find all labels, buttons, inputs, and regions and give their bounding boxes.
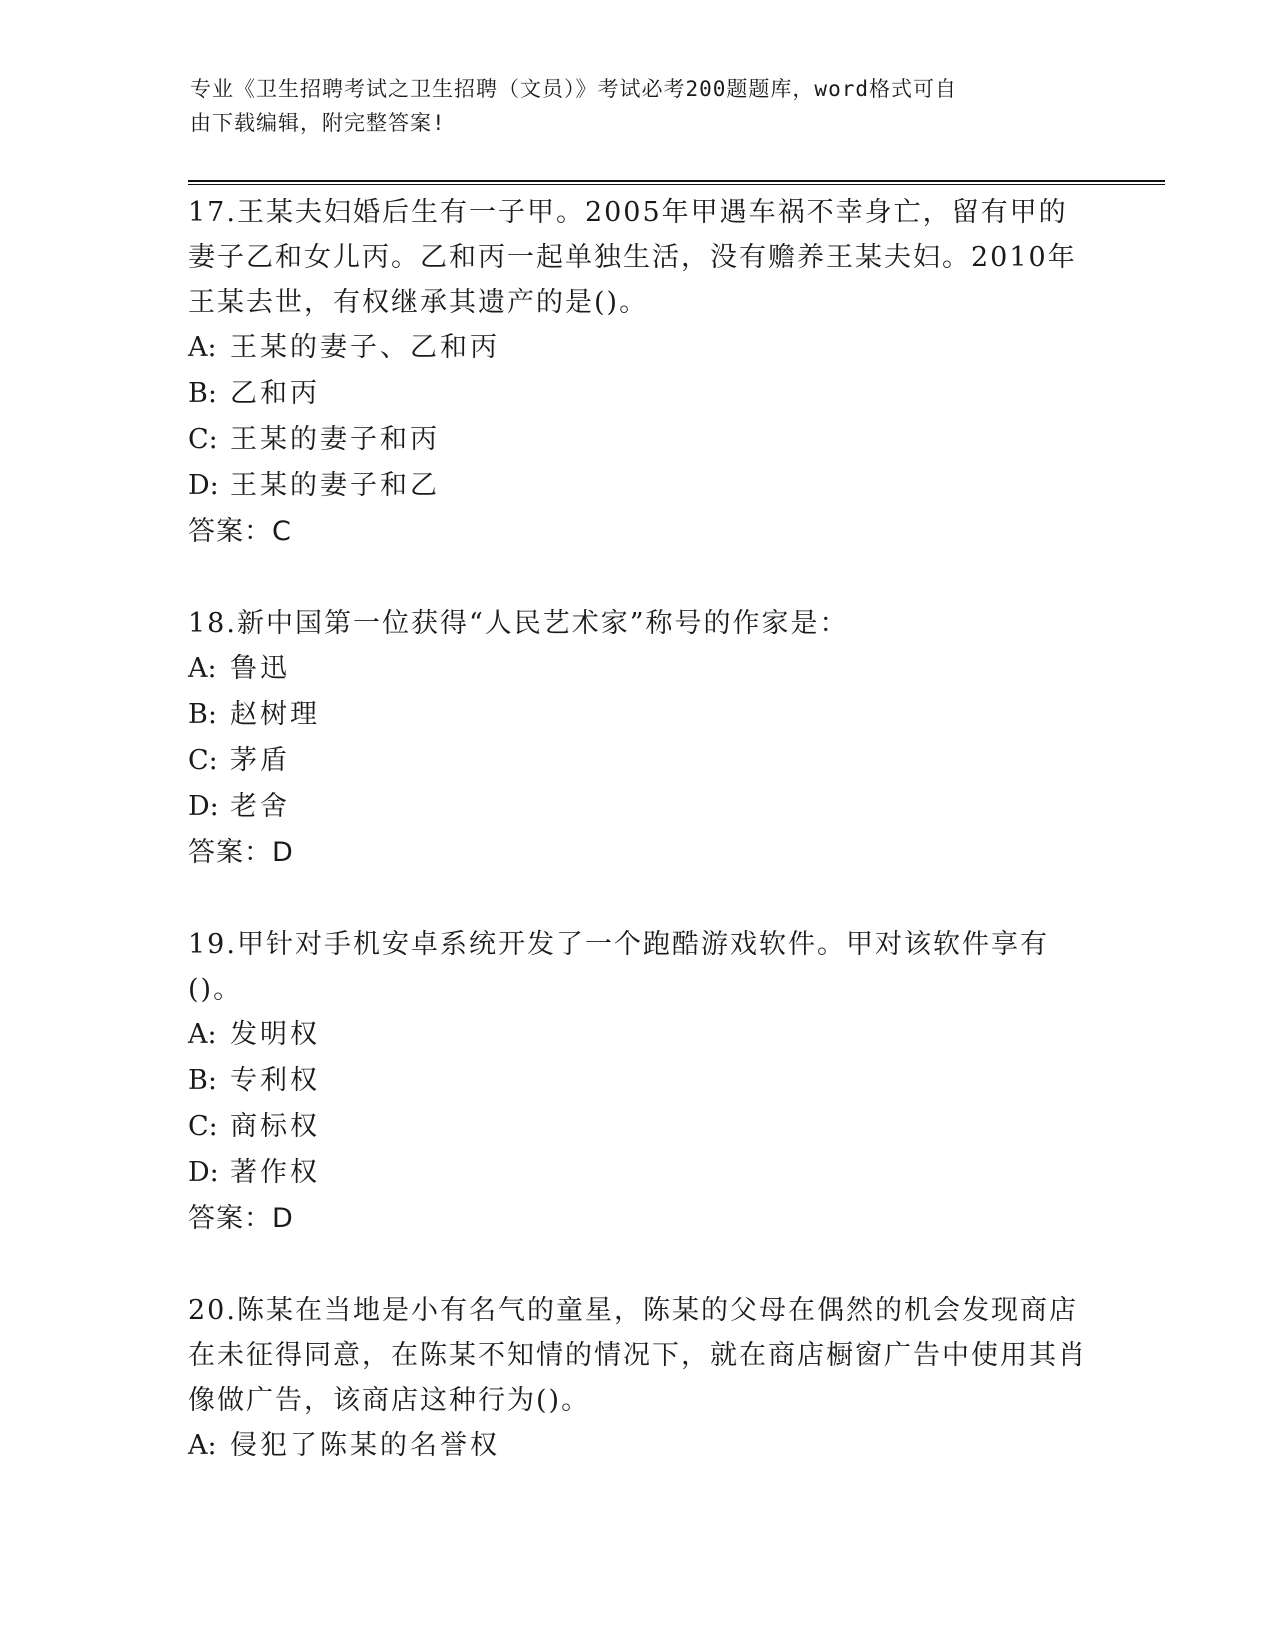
option-key: A: [188, 1019, 217, 1050]
option-b [188, 371, 1088, 417]
option-c [188, 738, 1088, 784]
option-c [188, 1104, 1088, 1150]
option-text: 商标权 [230, 1111, 320, 1142]
option-key: B: [188, 699, 217, 730]
option-c [188, 417, 1088, 463]
option-text: 乙和丙 [230, 378, 320, 409]
question-text: 18.新中国第一位获得“人民艺术家”称号的作家是： [188, 608, 849, 639]
option-text: 发明权 [230, 1019, 320, 1050]
option-a [188, 1423, 1088, 1469]
option-text: 茅盾 [230, 745, 290, 776]
question-list [188, 190, 1088, 1515]
option-key: A: [188, 1430, 217, 1461]
question-text: 17.王某夫妇婚后生有一子甲。2005年甲遇车祸不幸身亡，留有甲的妻子乙和女儿丙。乙和丙一起单独生活，没有赡养王某夫妇。2010年王某去世，有权继承其遗产的是()。 [188, 197, 1077, 318]
option-a [188, 325, 1088, 371]
question-text: 20.陈某在当地是小有名气的童星，陈某的父母在偶然的机会发现商店在未征得同意，在陈某不知情的情况下，就在商店橱窗广告中使用其肖像做广告，该商店这种行为()。 [188, 1295, 1087, 1416]
option-text: 著作权 [230, 1157, 320, 1188]
question-text: 19.甲针对手机安卓系统开发了一个跑酷游戏软件。甲对该软件享有()。 [188, 929, 1049, 1005]
option-text: 老舍 [230, 791, 290, 822]
option-key: C: [188, 424, 218, 455]
answer-text: 答案：D [188, 1203, 294, 1234]
option-a [188, 1012, 1088, 1058]
option-key: D: [188, 791, 219, 822]
option-text: 王某的妻子、乙和丙 [230, 332, 500, 363]
option-text: 王某的妻子和乙 [230, 470, 440, 501]
option-b [188, 692, 1088, 738]
option-d [188, 1150, 1088, 1196]
question-17 [188, 190, 1088, 555]
option-key: D: [188, 1157, 219, 1188]
option-key: C: [188, 1111, 218, 1142]
header-title-line-2: 由下载编辑，附完整答案! [190, 111, 446, 135]
option-a [188, 646, 1088, 692]
option-d [188, 784, 1088, 830]
option-text: 赵树理 [230, 699, 320, 730]
option-text: 鲁迅 [230, 653, 290, 684]
option-key: A: [188, 332, 217, 363]
option-key: B: [188, 1065, 217, 1096]
answer-text: 答案：C [188, 516, 292, 547]
header-title-line-1: 专业《卫生招聘考试之卫生招聘（文员）》考试必考200题题库，word格式可自 [190, 77, 957, 101]
question-20 [188, 1288, 1088, 1469]
header-divider [188, 180, 1165, 185]
question-18 [188, 601, 1088, 876]
option-b [188, 1058, 1088, 1104]
option-key: C: [188, 745, 218, 776]
document-header [190, 72, 1090, 140]
question-19 [188, 922, 1088, 1242]
answer-text: 答案：D [188, 837, 294, 868]
option-key: B: [188, 378, 217, 409]
option-key: A: [188, 653, 217, 684]
option-text: 专利权 [230, 1065, 320, 1096]
option-text: 侵犯了陈某的名誉权 [230, 1430, 500, 1461]
option-text: 王某的妻子和丙 [230, 424, 440, 455]
option-key: D: [188, 470, 219, 501]
option-d [188, 463, 1088, 509]
